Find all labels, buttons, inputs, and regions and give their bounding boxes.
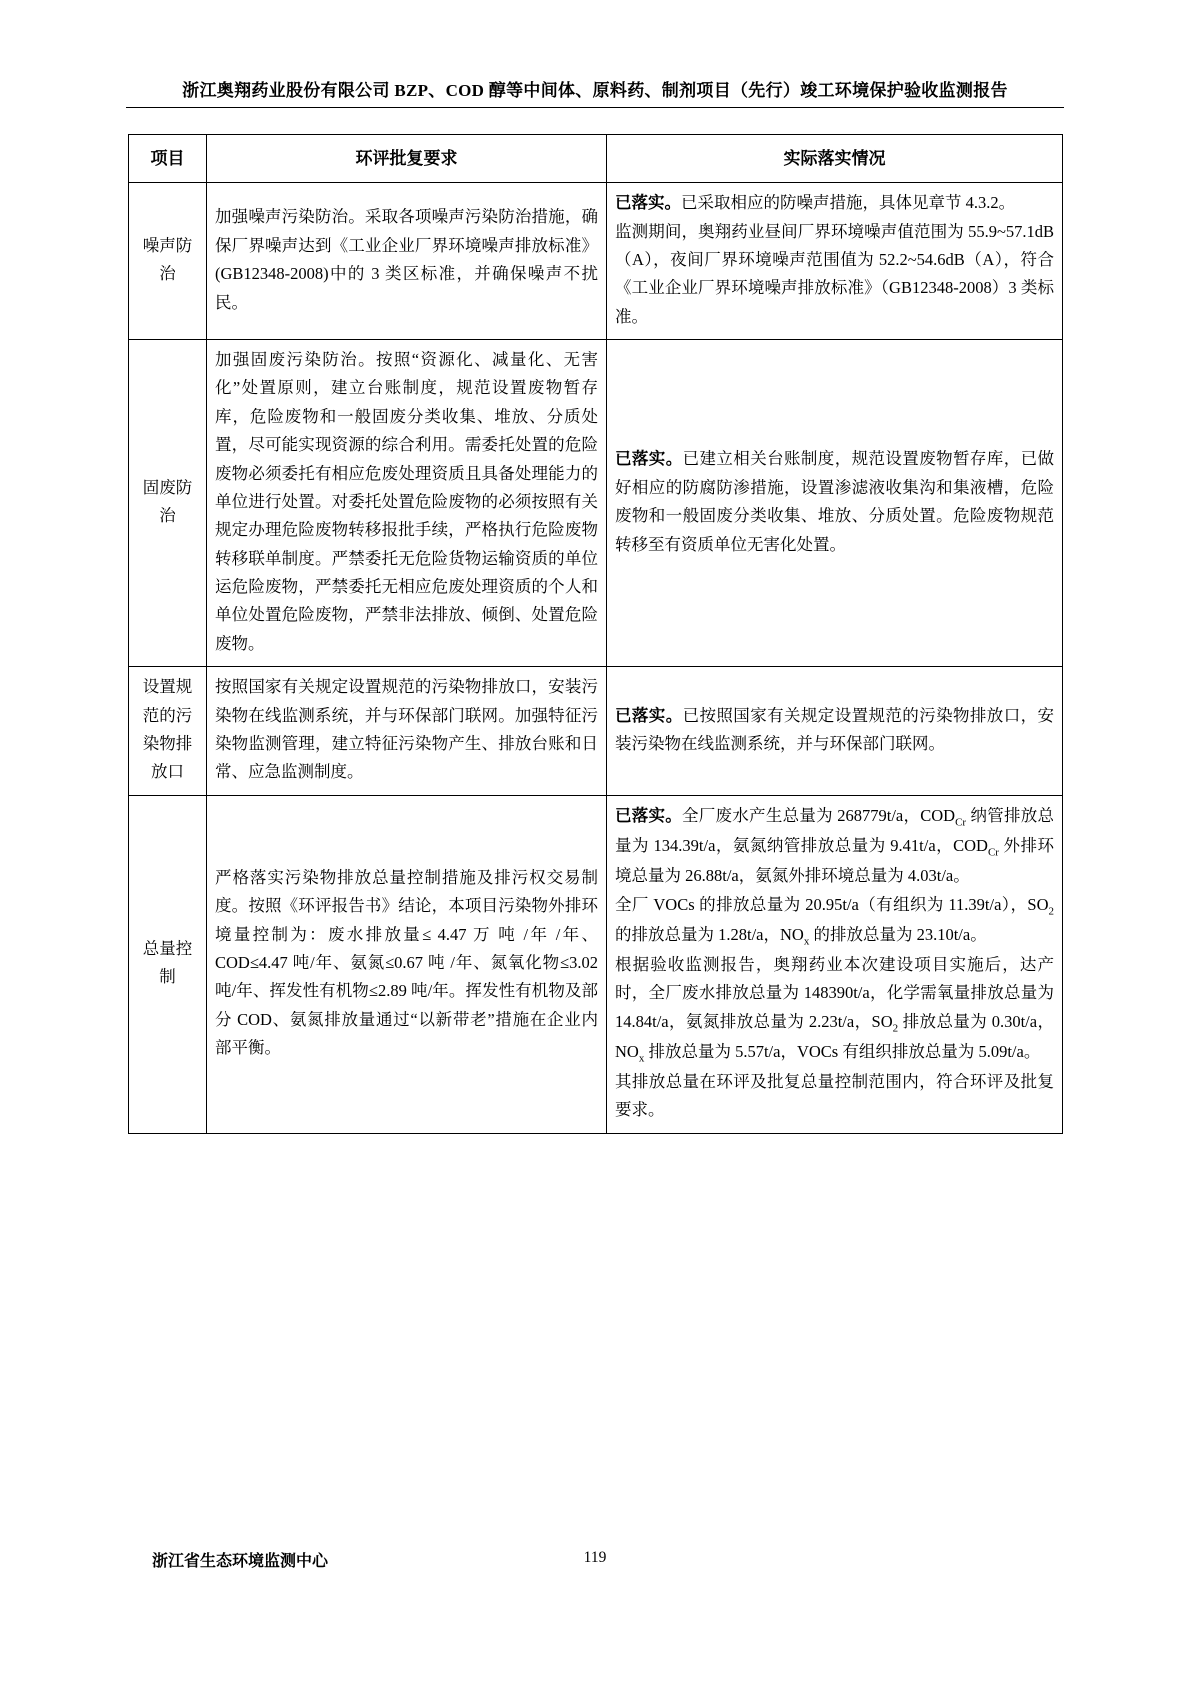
actual-text-1a: 全厂废水产生总量为 268779t/a，COD (682, 805, 956, 825)
actual-text-3c: 排放总量为 5.57t/a，VOCs 有组织排放总量为 5.09t/a。 (644, 1041, 1041, 1061)
row-item-discharge-outlet: 设置规范的污染物排放口 (129, 667, 207, 796)
table-row (129, 667, 1063, 796)
actual-text-1: 已采取相应的防噪声措施，具体见章节 4.3.2。 (681, 193, 1016, 213)
column-header-actual: 实际落实情况 (607, 135, 1063, 183)
row-actual-discharge-outlet (607, 667, 1063, 796)
actual-text-2b: 的排放总量为 1.28t/a，NO (615, 924, 804, 944)
header-divider (126, 107, 1064, 108)
status-badge: 已落实。 (615, 449, 683, 469)
actual-text-2: 监测期间，奥翔药业昼间厂界环境噪声值范围为 55.9~57.1dB（A），夜间厂界环境噪声范围值为 52.2~54.6dB（A），符合《工业企业厂界环境噪声排放标准》（GB12348-2008）3 类标准。 (615, 221, 1054, 326)
row-requirement-solid-waste: 加强固废污染防治。按照“资源化、减量化、无害化”处置原则，建立台账制度，规范设置废物暂存库，危险废物和一般固废分类收集、堆放、分质处置，尽可能实现资源的综合利用。需委托处置的危险废物必须委托有相应危废处理资质且具备处理能力的单位进行处置。对委托处置危险废物的必须按照有关规定办理危险废物转移报批手续，严格执行危险废物转移联单制度。严禁委托无危险货物运输资质的单位运危险废物，严禁委托无相应危废处理资质的个人和单位处置危险废物，严禁非法排放、倾倒、处置危险废物。 (207, 340, 607, 667)
row-requirement-noise: 加强噪声污染防治。采取各项噪声污染防治措施，确保厂界噪声达到《工业企业厂界环境噪声排放标准》(GB12348-2008)中的 3 类区标准，并确保噪声不扰民。 (207, 183, 607, 340)
row-actual-total-control (607, 795, 1063, 1133)
row-requirement-total-control: 严格落实污染物排放总量控制措施及排污权交易制度。按照《环评报告书》结论，本项目污染物外排环境量控制为：废水排放量≤ 4.47 万 吨 /年 /年、COD≤4.47 吨/年、氨氮≤0.67 吨 /年、氮氧化物≤3.02 吨/年、挥发性有机物≤2.89 吨/年。挥发性有机物及部分 COD、氨氮排放量通过“以新带老”措施在企业内部平衡。 (207, 795, 607, 1133)
row-item-solid-waste: 固废防治 (129, 340, 207, 667)
column-header-requirement: 环评批复要求 (207, 135, 607, 183)
table-header-row (129, 135, 1063, 183)
compliance-table (128, 134, 1063, 1134)
status-badge: 已落实。 (615, 805, 683, 825)
row-actual-solid-waste (607, 340, 1063, 667)
actual-text-1b: 纳管排放总量为 134.39t/a，氨氮纳管排放总量为 9.41t/a，COD (615, 805, 1054, 855)
actual-text-1: 已建立相关台账制度，规范设置废物暂存库，已做好相应的防腐防渗措施，设置渗滤液收集沟和集液槽，危险废物和一般固废分类收集、堆放、分质处置。危险废物规范转移至有资质单位无害化处置。 (615, 449, 1055, 554)
footer-organization: 浙江省生态环境监测中心 (152, 1553, 329, 1570)
actual-text-1: 已按照国家有关规定设置规范的污染物排放口，安装污染物在线监测系统，并与环保部门联网。 (615, 705, 1055, 753)
subscript-nox-2: x (638, 1052, 645, 1065)
page-header: 浙江奥翔药业股份有限公司 BZP、COD 醇等中间体、原料药、制剂项目（先行）竣工环境保护验收监测报告 (182, 81, 1008, 100)
subscript-cr-1: Cr (955, 816, 967, 829)
actual-text-1c: 外排环境总量为 26.88t/a，氨氮外排环境总量为 4.03t/a。 (615, 835, 1054, 886)
status-badge: 已落实。 (615, 705, 683, 725)
row-item-noise: 噪声防治 (129, 183, 207, 340)
actual-text-4: 其排放总量在环评及批复总量控制范围内，符合环评及批复要求。 (615, 1072, 1054, 1120)
row-requirement-discharge-outlet: 按照国家有关规定设置规范的污染物排放口，安装污染物在线监测系统，并与环保部门联网。加强特征污染物监测管理，建立特征污染物产生、排放台账和日常、应急监测制度。 (207, 667, 607, 796)
actual-text-2c: 的排放总量为 23.10t/a。 (809, 924, 987, 944)
row-actual-noise (607, 183, 1063, 340)
table-row (129, 340, 1063, 667)
actual-text-3b: 排放总量为 0.30t/a，NO (615, 1011, 1054, 1061)
row-item-total-control: 总量控制 (129, 795, 207, 1133)
footer-page-number: 119 (583, 1549, 607, 1566)
actual-text-3a: 根据验收监测报告，奥翔药业本次建设项目实施后，达产时，全厂废水排放总量为 148390t/a，化学需氧量排放总量为 14.84t/a，氨氮排放总量为 2.23t/a，SO (615, 954, 1054, 1031)
column-header-item: 项目 (129, 135, 207, 183)
subscript-so2-2: 2 (892, 1021, 899, 1034)
subscript-so2: 2 (1048, 904, 1054, 917)
subscript-cr-2: Cr (987, 846, 999, 859)
status-badge: 已落实。 (615, 193, 681, 213)
table-row (129, 183, 1063, 340)
subscript-nox-1: x (803, 935, 810, 948)
actual-text-2a: 全厂 VOCs 的排放总量为 20.95t/a（有组织为 11.39t/a），SO (615, 894, 1049, 914)
table-row (129, 795, 1063, 1133)
